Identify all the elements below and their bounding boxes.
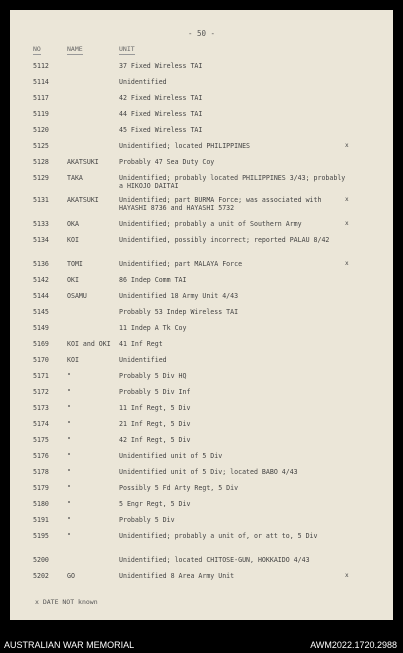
row-unit: Unidentified [119,356,167,364]
row-name: AKATSUKI [67,158,99,166]
row-number: 5202 [33,572,49,580]
row-number: 5114 [33,78,49,86]
row-name: KOI [67,236,79,244]
row-name: TAKA [67,174,83,182]
footer-institution: AUSTRALIAN WAR MEMORIAL [4,640,135,650]
row-number: 5191 [33,516,49,524]
row-number: 5142 [33,276,49,284]
footer-reference: AWM2022.1720.2988 [310,640,397,650]
row-number: 5117 [33,94,49,102]
row-unit: 41 Inf Regt [119,340,163,348]
row-name: " [67,436,71,444]
row-name: " [67,404,71,412]
row-number: 5144 [33,292,49,300]
row-name: GO [67,572,75,580]
row-number: 5200 [33,556,49,564]
column-header-no: NO [33,45,41,53]
row-number: 5170 [33,356,49,364]
row-name: " [67,468,71,476]
archive-footer [0,637,403,653]
row-number: 5179 [33,484,49,492]
row-unit: Unidentified; probably a unit of, or att to, 5 Div [119,532,318,540]
row-unit: Probably 47 Sea Duty Coy [119,158,215,166]
row-name: " [67,372,71,380]
row-unit: 21 Inf Regt, 5 Div [119,420,191,428]
row-name: OKI [67,276,79,284]
row-unit: 86 Indep Comm TAI [119,276,187,284]
row-number: 5195 [33,532,49,540]
row-number: 5149 [33,324,49,332]
page-number: - 50 - [187,29,216,38]
row-date-note: x [345,572,349,579]
column-header-unit: UNIT [119,45,135,53]
row-unit: Possibly 5 Fd Arty Regt, 5 Div [119,484,239,492]
row-unit: Unidentified 8 Area Army Unit [119,572,235,580]
row-name: AKATSUKI [67,196,99,204]
row-number: 5172 [33,388,49,396]
row-unit: Probably 5 Div [119,516,175,524]
row-name: KOI [67,356,79,364]
footnote: x DATE NOT known [35,598,98,606]
row-unit: 37 Fixed Wireless TAI [119,62,203,70]
row-number: 5129 [33,174,49,182]
row-unit: Unidentified; probably a unit of Southern Army [119,220,302,228]
row-number: 5119 [33,110,49,118]
row-number: 5180 [33,500,49,508]
row-name: " [67,484,71,492]
row-unit: Unidentified; part BURMA Force; was associated with HAYASHI 8736 and HAYASHI 5732 [119,196,322,212]
row-unit: Unidentified; part MALAYA Force [119,260,243,268]
row-number: 5171 [33,372,49,380]
row-number: 5131 [33,196,49,204]
row-number: 5178 [33,468,49,476]
row-unit: 44 Fixed Wireless TAI [119,110,203,118]
row-unit: 5 Engr Regt, 5 Div [119,500,191,508]
row-date-note: x [345,142,349,149]
row-number: 5134 [33,236,49,244]
row-number: 5136 [33,260,49,268]
row-unit: 45 Fixed Wireless TAI [119,126,203,134]
row-date-note: x [345,260,349,267]
row-name: " [67,516,71,524]
row-unit: Probably 5 Div HQ [119,372,187,380]
row-name: TOMI [67,260,83,268]
row-number: 5133 [33,220,49,228]
row-name: " [67,500,71,508]
row-number: 5174 [33,420,49,428]
row-number: 5125 [33,142,49,150]
row-unit: 11 Indep A Tk Coy [119,324,187,332]
row-number: 5176 [33,452,49,460]
row-number: 5169 [33,340,49,348]
row-number: 5145 [33,308,49,316]
row-unit: Probably 5 Div Inf [119,388,191,396]
row-name: " [67,532,71,540]
row-unit: Unidentified unit of 5 Div [119,452,223,460]
row-name: " [67,388,71,396]
row-unit: 42 Fixed Wireless TAI [119,94,203,102]
row-name: OSAMU [67,292,87,300]
row-name: OKA [67,220,79,228]
row-unit: Unidentified; probably located PHILIPPINES 3/43; probably a HIKOJO DAITAI [119,174,346,190]
row-unit: Unidentified 18 Army Unit 4/43 [119,292,239,300]
row-unit: Unidentified [119,78,167,86]
row-name: KOI and OKI [67,340,111,348]
row-number: 5173 [33,404,49,412]
row-unit: 11 Inf Regt, 5 Div [119,404,191,412]
column-header-name: NAME [67,45,83,53]
row-number: 5112 [33,62,49,70]
row-name: " [67,452,71,460]
row-number: 5175 [33,436,49,444]
row-unit: 42 Inf Regt, 5 Div [119,436,191,444]
row-unit: Probably 53 Indep Wireless TAI [119,308,239,316]
row-unit: Unidentified unit of 5 Div; located BABO 4/43 [119,468,298,476]
row-number: 5120 [33,126,49,134]
row-number: 5128 [33,158,49,166]
document-page [10,10,393,620]
row-unit: Unidentified, possibly incorrect; reported PALAU 8/42 [119,236,330,244]
row-date-note: x [345,220,349,227]
row-name: " [67,420,71,428]
row-date-note: x [345,196,349,203]
row-unit: Unidentified; located CHITOSE-GUN, HOKKAIDO 4/43 [119,556,310,564]
row-unit: Unidentified; located PHILIPPINES [119,142,251,150]
